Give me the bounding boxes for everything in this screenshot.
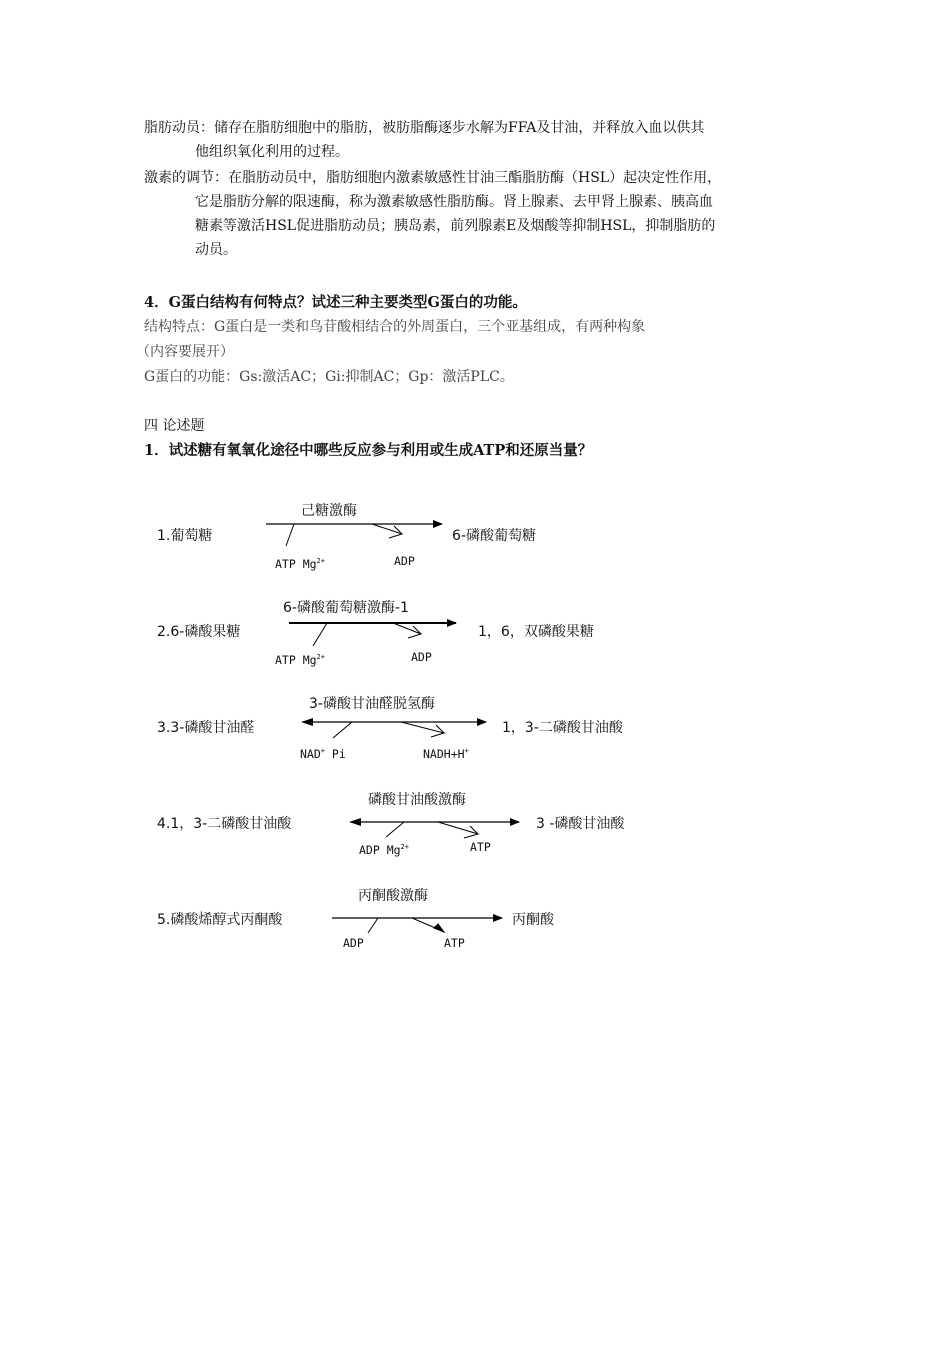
- reaction-5-substrate: 5.磷酸烯醇式丙酮酸: [157, 912, 283, 928]
- reaction-4-product: 3 -磷酸甘油酸: [536, 816, 625, 832]
- reaction-5-enzyme: 丙酮酸激酶: [358, 888, 428, 904]
- reaction-5-product: 丙酮酸: [512, 912, 554, 928]
- part-4-question-1: 1．试述糖有氧氧化途径中哪些反应参与利用或生成ATP和还原当量？: [144, 442, 593, 459]
- definition-hormone-line2: 它是脂肪分解的限速酶，称为激素敏感性脂肪酶。肾上腺素、去甲肾上腺素、胰高血: [195, 194, 713, 210]
- reaction-5-output-cofactor: ATP: [444, 936, 465, 950]
- reaction-2-input-cofactor: ATP $Mg^{2+}$: [275, 653, 325, 667]
- question-4-function: G蛋白的功能：Gs:激活AC；Gi:抑制AC；Gp：激活PLC。: [144, 369, 514, 385]
- definition-hormone-line3: 糖素等激活HSL促进脂肪动员；胰岛素，前列腺素E及烟酸等抑制HSL，抑制脂肪的: [195, 218, 716, 234]
- reaction-3-substrate: 3.3-磷酸甘油醛: [157, 720, 255, 736]
- reaction-2-arrow: [289, 623, 456, 646]
- reaction-2-substrate: 2.6-磷酸果糖: [157, 624, 241, 640]
- reaction-3-enzyme: 3-磷酸甘油醛脱氢酶: [309, 696, 435, 712]
- reaction-4-enzyme: 磷酸甘油酸激酶: [368, 792, 466, 808]
- reaction-5-input-cofactor: ADP: [343, 936, 364, 950]
- reaction-1-enzyme: 己糖激酶: [301, 503, 357, 519]
- reaction-3-output-cofactor: NADH+H+: [423, 747, 469, 761]
- question-4-title: 4．G蛋白结构有何特点？试述三种主要类型G蛋白的功能。: [144, 294, 527, 311]
- definition-lipolysis-line2: 他组织氧化利用的过程。: [195, 144, 349, 160]
- reaction-4-output-cofactor: ATP: [470, 840, 491, 854]
- question-4-note: （内容要展开）: [136, 344, 234, 360]
- reaction-3-product: 1，3-二磷酸甘油酸: [502, 720, 623, 736]
- reaction-4-substrate: 4.1，3-二磷酸甘油酸: [157, 816, 292, 832]
- reaction-1-substrate: 1.葡萄糖: [157, 528, 213, 544]
- reaction-1-input-cofactor: ATP $Mg^{2+}$: [275, 557, 325, 571]
- part-4-heading: 四 论述题: [144, 418, 205, 434]
- reaction-1-arrow: [266, 524, 442, 546]
- definition-lipolysis-line1: 脂肪动员：储存在脂肪细胞中的脂肪，被肪脂酶逐步水解为FFA及甘油，并释放入血以供其: [144, 120, 705, 136]
- reaction-2-product: 1，6，双磷酸果糖: [478, 624, 594, 640]
- question-4-structure: 结构特点：G蛋白是一类和鸟苷酸相结合的外周蛋白，三个亚基组成，有两种构象: [144, 319, 646, 335]
- reaction-2-enzyme: 6-磷酸葡萄糖激酶-1: [283, 600, 409, 616]
- reaction-3-arrow: [312, 722, 486, 738]
- reaction-5-arrow: [332, 918, 502, 933]
- reaction-1-output-cofactor: ADP: [394, 554, 415, 568]
- reaction-2-output-cofactor: ADP: [411, 650, 432, 664]
- reaction-4-arrow: [360, 822, 519, 838]
- reaction-4-input-cofactor: ADP $Mg^{2+}$: [359, 843, 409, 857]
- reaction-1-product: 6-磷酸葡萄糖: [452, 528, 536, 544]
- definition-hormone-line1: 激素的调节：在脂肪动员中，脂肪细胞内激素敏感性甘油三酯脂肪酶（HSL）起决定性作用，: [144, 170, 722, 186]
- definition-hormone-line4: 动员。: [195, 242, 237, 258]
- definition-hormone-regulation: [144, 166, 808, 262]
- reaction-3-input-cofactor: NAD+ Pi: [300, 747, 346, 761]
- definition-lipolysis: [144, 116, 808, 164]
